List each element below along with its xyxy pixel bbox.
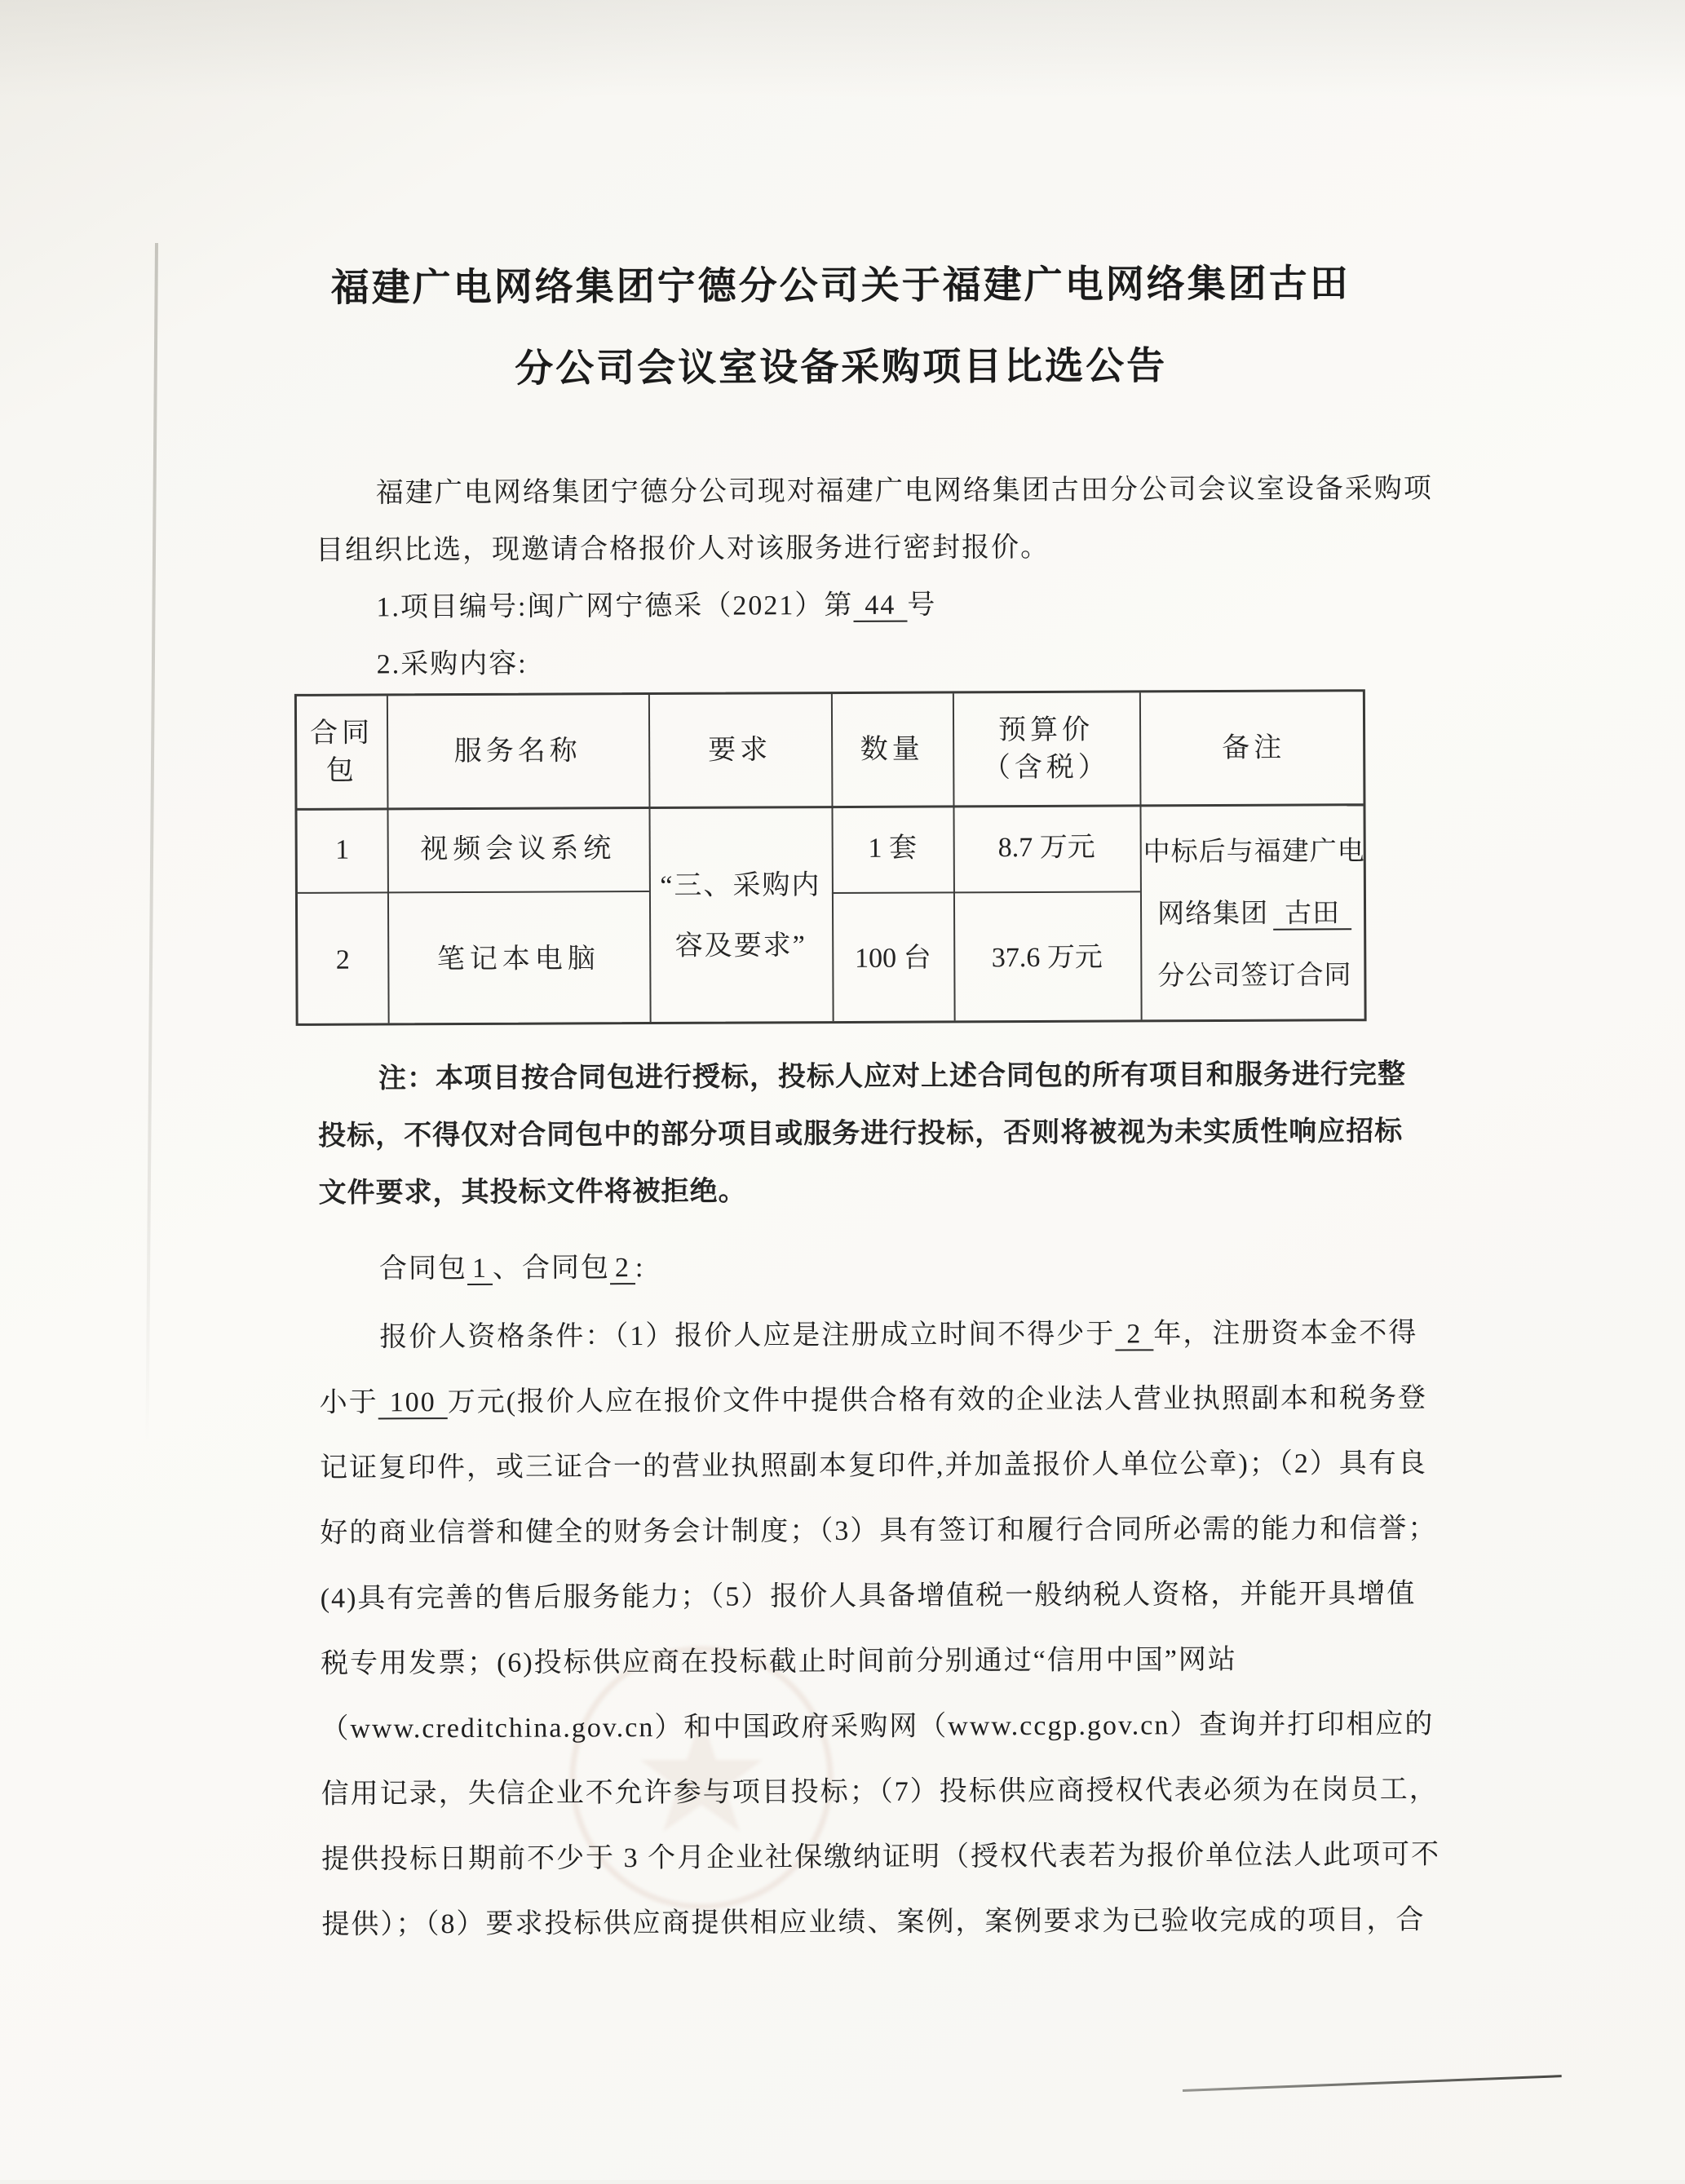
table-header-package: 合同包 bbox=[310, 718, 374, 786]
requirement-line: 容及要求” bbox=[674, 931, 807, 962]
table-row1-budget: 8.7 万元 bbox=[997, 832, 1095, 864]
intro-paragraph bbox=[316, 461, 1433, 694]
table-row2-service-name: 笔记本电脑 bbox=[436, 943, 600, 975]
note-paragraph bbox=[318, 1046, 1407, 1222]
qualification-line: 税专用发票；(6)投标供应商在投标截止时间前分别通过“信用中国”网站 bbox=[320, 1644, 1237, 1679]
note-line: 注：本项目按合同包进行授标，投标人应对上述合同包的所有项目和服务进行完整 bbox=[378, 1058, 1407, 1094]
qualification-line: 信用记录，失信企业不允许参与项目投标；（7）投标供应商授权代表必须为在岗员工， bbox=[321, 1774, 1439, 1810]
table-row1-service-name: 视频会议系统 bbox=[420, 833, 617, 864]
remark-line1: 中标后与福建广电 bbox=[1143, 837, 1365, 868]
qualification-paragraph bbox=[319, 1301, 1441, 1958]
project-number-value: 44 bbox=[853, 590, 907, 622]
table-row1-quantity: 1 套 bbox=[868, 833, 918, 864]
qualification-line: (4)具有完善的售后服务能力；（5）报价人具备增值税一般纳税人资格，并能开具增值 bbox=[320, 1578, 1417, 1614]
note-line: 文件要求，其投标文件将被拒绝。 bbox=[318, 1175, 747, 1209]
package-heading-part3: : bbox=[635, 1253, 645, 1284]
table-header-quantity: 数量 bbox=[860, 734, 924, 765]
purchase-content-label: 2.采购内容: bbox=[376, 648, 528, 680]
document-title-line2: 分公司会议室设备采购项目比选公告 bbox=[515, 343, 1168, 390]
qual-line1-pre: 报价人资格条件：（1）报价人应是注册成立时间不得少于 bbox=[379, 1319, 1116, 1353]
remark-line2 bbox=[1157, 882, 1351, 945]
table-merged-remark-cell bbox=[1139, 803, 1369, 1024]
package-heading-line bbox=[319, 1239, 1395, 1296]
procurement-table bbox=[294, 689, 1367, 1026]
package-heading bbox=[319, 1239, 1395, 1296]
qualification-line2 bbox=[319, 1366, 1428, 1436]
table-header-budget-line1: 预算价 bbox=[997, 714, 1095, 745]
table-row1-package: 1 bbox=[335, 834, 350, 865]
table-header-budget-line2: （含税） bbox=[982, 752, 1110, 783]
qual-years-blank: 2 bbox=[1115, 1319, 1153, 1351]
document-title bbox=[273, 242, 1408, 410]
table-row2-budget: 37.6 万元 bbox=[991, 942, 1103, 974]
document-title-line1: 福建广电网络集团宁德分公司关于福建广电网络集团古田 bbox=[330, 261, 1351, 309]
qualification-line: 好的商业信誉和健全的财务会计制度；（3）具有签订和履行合同所必需的能力和信誉； bbox=[320, 1513, 1438, 1549]
package-heading-part2: 、合同包 bbox=[492, 1253, 611, 1284]
package-heading-num1: 1 bbox=[467, 1253, 493, 1285]
table-merged-requirement-cell bbox=[648, 806, 832, 1027]
qual-line2-pre: 小于 bbox=[319, 1387, 378, 1418]
project-number-line bbox=[316, 575, 1392, 637]
qual-line2-post: 万元(报价人应在报价文件中提供合格有效的企业法人营业执照副本和税务登 bbox=[447, 1382, 1428, 1418]
qualification-line: 提供投标日期前不少于 3 个月企业社保缴纳证明（授权代表若为报价单位法人此项可不 bbox=[321, 1839, 1441, 1875]
qualification-line: （www.creditchina.gov.cn）和中国政府采购网（www.ccgp.gov.cn）查询并打印相应的 bbox=[321, 1709, 1435, 1744]
intro-line: 福建广电网络集团宁德分公司现对福建广电网络集团古田分公司会议室设备采购项 bbox=[375, 473, 1433, 509]
table-header-budget bbox=[953, 692, 1140, 805]
qualification-line1 bbox=[319, 1301, 1418, 1371]
qual-capital-blank: 100 bbox=[378, 1387, 448, 1419]
table-header-remark: 备注 bbox=[1222, 732, 1286, 763]
package-heading-part1: 合同包 bbox=[378, 1253, 468, 1284]
project-number-prefix: 1.项目编号:闽广网宁德采（2021）第 bbox=[376, 590, 854, 623]
table-header-service-name: 服务名称 bbox=[453, 735, 582, 767]
intro-line: 目组织比选，现邀请合格报价人对该服务进行密封报价。 bbox=[316, 532, 1050, 566]
table-header-requirement: 要求 bbox=[708, 734, 772, 766]
table-row2-quantity: 100 台 bbox=[854, 943, 931, 974]
remark-line2-prefix: 网络集团 bbox=[1157, 899, 1269, 930]
qualification-line: 记证复印件，或三证合一的营业执照副本复印件,并加盖报价人单位公章)；（2）具有良 bbox=[319, 1448, 1427, 1483]
remark-underlined-value: 古田 bbox=[1273, 899, 1351, 930]
qual-line1-post: 年，注册资本金不得 bbox=[1153, 1317, 1418, 1350]
remark-line3: 分公司签订合同 bbox=[1157, 961, 1352, 992]
table-row2-package: 2 bbox=[335, 944, 350, 975]
qualification-line: 提供）；（8）要求投标供应商提供相应业绩、案例，案例要求为已验收完成的项目，合 bbox=[321, 1904, 1426, 1940]
project-number-suffix: 号 bbox=[907, 590, 937, 621]
requirement-line: “三、采购内 bbox=[660, 870, 821, 901]
package-heading-num2: 2 bbox=[610, 1253, 635, 1284]
note-line: 投标，不得仅对合同包中的部分项目或服务进行投标，否则将被视为未实质性响应招标 bbox=[318, 1116, 1404, 1152]
